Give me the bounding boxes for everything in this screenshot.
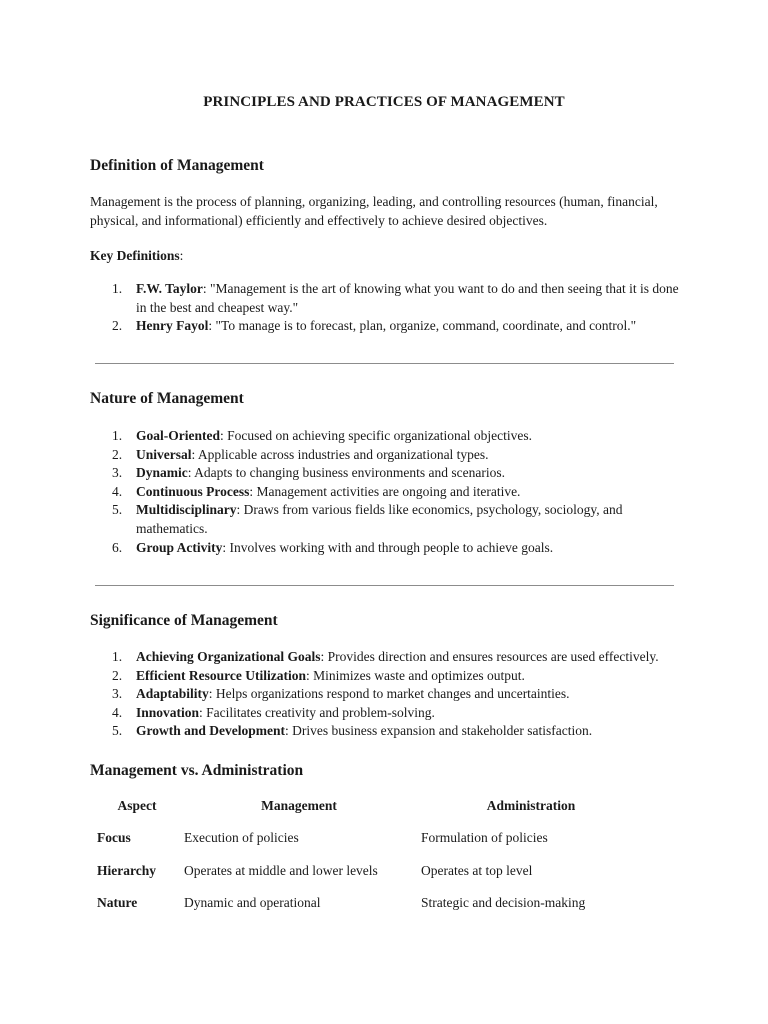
list-item [90, 280, 680, 317]
list-text: : Involves working with and through people to achieve goals. [222, 539, 554, 555]
key-definitions-label [90, 246, 183, 265]
list-number: 6. [112, 539, 123, 555]
management-cell: Execution of policies [184, 830, 299, 846]
list-item [90, 722, 680, 741]
list-term: Continuous Process [136, 483, 250, 499]
aspect-cell: Focus [97, 830, 131, 846]
list-number: 4. [112, 704, 123, 720]
significance-list [90, 648, 680, 741]
nature-heading: Nature of Management [90, 390, 244, 407]
list-item [90, 464, 680, 483]
list-number: 3. [112, 465, 123, 481]
list-term: Innovation [136, 704, 200, 720]
list-text: : "To manage is to forecast, plan, organize, command, coordinate, and control." [208, 318, 637, 334]
list-number: 4. [112, 483, 123, 499]
list-item [90, 539, 680, 558]
list-text: : Minimizes waste and optimizes output. [305, 667, 525, 683]
list-text: : Facilitates creativity and problem-solving. [199, 704, 435, 720]
list-item [90, 648, 680, 667]
list-number: 5. [112, 723, 123, 739]
list-number: 1. [112, 428, 123, 443]
nature-list [90, 427, 680, 557]
list-item [90, 704, 680, 723]
list-number: 2. [112, 318, 123, 334]
document-title: PRINCIPLES AND PRACTICES OF MANAGEMENT [203, 94, 565, 110]
list-text: : Applicable across industries and organizational types. [191, 446, 489, 462]
key-definitions-list [90, 280, 680, 336]
list-term: Adaptability [136, 686, 209, 702]
key-definitions-term: Key Definitions [90, 248, 180, 263]
list-text: : Management activities are ongoing and iterative. [249, 483, 521, 499]
list-item [90, 501, 680, 538]
definition-heading: Definition of Management [90, 157, 264, 174]
list-term: Henry Fayol [136, 318, 209, 334]
list-text: : Helps organizations respond to market changes and uncertainties. [208, 686, 570, 702]
list-text: : "Management is the art of knowing what you want to do and then seeing that it is done in the best and cheapest way." [136, 281, 679, 315]
column-header-management: Management [261, 798, 337, 814]
administration-cell: Operates at top level [421, 862, 533, 878]
list-item [90, 317, 680, 336]
section-divider [95, 363, 674, 364]
column-header-aspect: Aspect [117, 798, 157, 814]
section-divider [95, 585, 674, 586]
list-item [90, 483, 680, 502]
list-number: 2. [112, 667, 123, 683]
table-row [90, 822, 641, 854]
list-number: 1. [112, 649, 123, 664]
list-number: 3. [112, 686, 123, 702]
comparison-table [90, 790, 641, 919]
table-header-row [90, 790, 641, 822]
list-number: 5. [112, 502, 123, 518]
list-term: Dynamic [136, 465, 188, 481]
list-text: : Provides direction and ensures resources are used effectively. [320, 649, 659, 664]
list-term: F.W. Taylor [136, 281, 203, 296]
key-definitions-colon: : [179, 248, 184, 263]
list-term: Growth and Development [136, 723, 286, 739]
list-item [90, 667, 680, 686]
table-row [90, 855, 641, 887]
list-term: Goal-Oriented [136, 428, 220, 443]
column-header-administration: Administration [486, 798, 576, 814]
definition-paragraph: Management is the process of planning, organizing, leading, and controlling resources (human, financial, physical, and informational) efficiently and effectively to achieve desired objectives. [90, 194, 658, 228]
significance-heading: Significance of Management [90, 612, 278, 629]
list-item [90, 685, 680, 704]
list-text: : Adapts to changing business environments and scenarios. [187, 465, 505, 481]
aspect-cell: Hierarchy [97, 862, 156, 878]
aspect-cell: Nature [97, 895, 138, 911]
list-item [90, 427, 680, 446]
list-term: Achieving Organizational Goals [136, 649, 321, 664]
list-text: : Draws from various fields like economics, psychology, sociology, and mathematics. [136, 502, 623, 536]
management-cell: Operates at middle and lower levels [184, 862, 378, 878]
table-row [90, 887, 641, 919]
list-term: Universal [136, 446, 192, 462]
list-term: Efficient Resource Utilization [136, 667, 306, 683]
administration-cell: Strategic and decision-making [421, 895, 586, 911]
list-term: Multidisciplinary [136, 502, 237, 518]
list-text: : Drives business expansion and stakeholder satisfaction. [285, 723, 593, 739]
list-number: 1. [112, 281, 123, 296]
list-term: Group Activity [136, 539, 223, 555]
comparison-heading: Management vs. Administration [90, 762, 304, 779]
administration-cell: Formulation of policies [421, 830, 548, 846]
management-cell: Dynamic and operational [184, 895, 321, 911]
list-text: : Focused on achieving specific organizational objectives. [220, 428, 533, 443]
list-number: 2. [112, 446, 123, 462]
list-item [90, 446, 680, 465]
